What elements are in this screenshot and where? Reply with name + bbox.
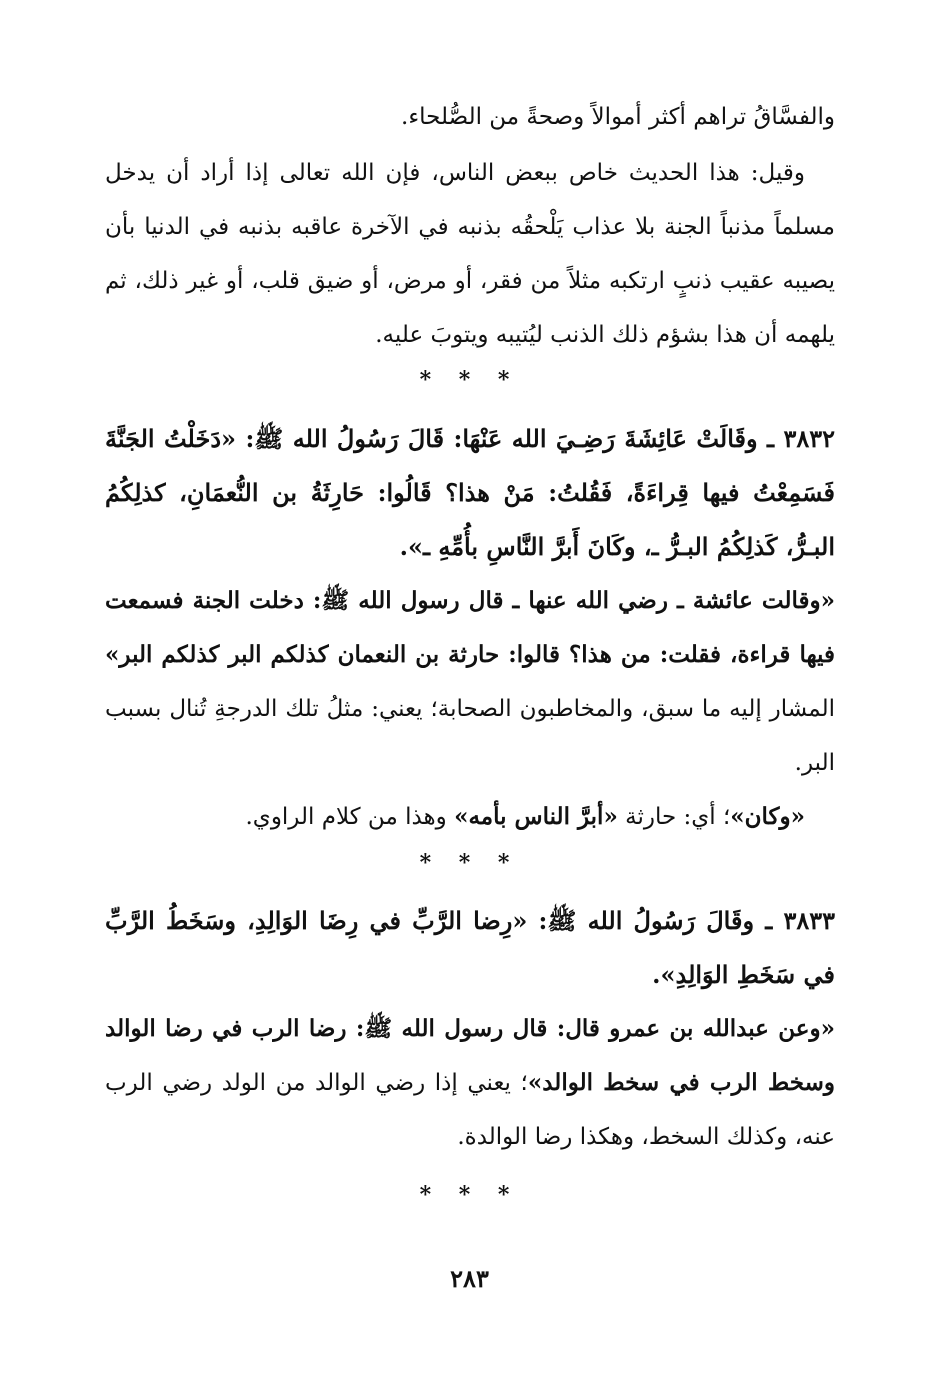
section-separator: * * * [419,367,520,393]
commentary-text: المشار إليه ما سبق، والمخاطبون الصحابة؛ يعني: مثلُ تلك الدرجةِ تُنال بسبب البر. [105,696,835,776]
commentary-3832 [105,574,835,790]
note-quote-2: «أبرَّ الناس بأمه» [454,803,618,830]
commentary-quote: «وعن عبدالله بن عمرو قال: قال رسول الله ﷺ: رضا الرب في رضا الوالد وسخط الرب في سخط الوالد» [105,1015,835,1096]
commentary-quote: «وقالت عائشة ـ رضي الله عنها ـ قال رسول الله ﷺ: دخلت الجنة فسمعت فيها قراءة، فقلت: من هذا؟ قالوا: حارثة بن النعمان كذلكم البر كذلكم البر» [105,587,835,668]
note-quote-1: «وكان» [730,803,805,830]
section-separator: * * * [419,850,520,876]
hadith-3833: ٣٨٣٣ ـ وقَالَ رَسُولُ الله ﷺ: «رِضا الرَّبِّ في رِضَا الوَالِدِ، وسَخَطُ الرَّبِّ في سَخَطِ الوَالِدِ». [105,906,835,989]
section-separator: * * * [419,1182,520,1208]
commentary-3832-note [105,790,835,844]
hadith-3832: ٣٨٣٢ ـ وقَالَتْ عَائِشَةَ رَضِـيَ الله عَنْهَا: قَالَ رَسُولُ الله ﷺ: «دَخَلْتُ الجَنَّةَ فَسَمِعْتُ فيها قِراءَةً، فَقُلتُ: مَنْ هذا؟ قَالُوا: حَارِثَةُ بن النُّعمَانِ، كذلِكُمُ البـرُّ، كَذلِكُمُ البـرُّ ـ، وكَانَ أَبرَّ النَّاسِ بأُمِّهِ ـ». [105,424,835,561]
commentary-text: ؛ يعني إذا رضي الوالد من الولد رضي الرب عنه، وكذلك السخط، وهكذا رضا الوالدة. [105,1070,835,1150]
paragraph-explanation: وقيل: هذا الحديث خاص ببعض الناس، فإن الله تعالى إذا أراد أن يدخل مسلماً مذنباً الجنة بلا عذاب يَلْحقُه بذنبه في الآخرة عاقبه بذنبه في الدنيا بأن يصيبه عقيب ذنبٍ ارتكبه مثلاً من فقر، أو مرض، أو ضيق قلب، أو غير ذلك، ثم يلهمه أن هذا بشؤم ذلك الذنب ليُتيبه ويتوبَ عليه. [105,160,835,348]
paragraph-opening: والفسَّاقُ تراهم أكثر أموالاً وصحةً من الصُّلحاء. [401,104,835,130]
page-number: ٢٨٣ [450,1264,489,1293]
commentary-3833 [105,1002,835,1164]
note-text-2: وهذا من كلام الراوي. [245,804,455,830]
note-text-1: ؛ أي: حارثة [617,804,731,830]
